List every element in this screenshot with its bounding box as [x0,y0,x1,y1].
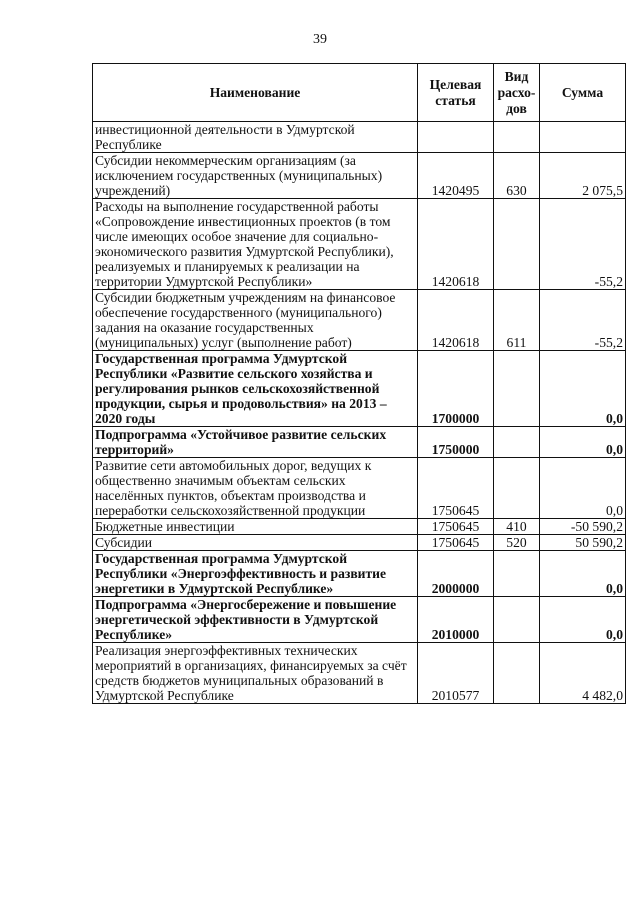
row-type-cell [494,597,540,643]
row-code-cell: 2000000 [418,551,494,597]
table-row [93,290,626,351]
row-type-cell [494,458,540,519]
table-row [93,597,626,643]
header-code: Целевая статья [418,64,494,122]
table-row [93,551,626,597]
row-name-cell: Субсидии [93,535,418,551]
table-row [93,535,626,551]
row-sum-cell: 2 075,5 [540,153,626,199]
row-type-cell: 630 [494,153,540,199]
row-sum-cell: -55,2 [540,290,626,351]
row-type-cell [494,351,540,427]
row-name-cell: Расходы на выполнение государственной работы «Сопровождение инвестиционных проектов (в том числе имеющих особое значение для социально-экономического развития Удмуртской Республики), реализуемых и планируемых к реализации на территории Удмуртской Республики» [93,199,418,290]
header-sum: Сумма [540,64,626,122]
table-row [93,351,626,427]
table-row [93,199,626,290]
row-sum-cell: -50 590,2 [540,519,626,535]
row-sum-cell: 0,0 [540,427,626,458]
row-name-cell: Государственная программа Удмуртской Республики «Развитие сельского хозяйства и регулирования рынков сельскохозяйственной продукции, сырья и продовольствия» на 2013 – 2020 годы [93,351,418,427]
row-sum-cell [540,122,626,153]
row-type-cell: 520 [494,535,540,551]
row-sum-cell: 50 590,2 [540,535,626,551]
row-type-cell: 611 [494,290,540,351]
header-type: Вид расхо-дов [494,64,540,122]
row-sum-cell: 4 482,0 [540,643,626,704]
row-name-cell: Подпрограмма «Энергосбережение и повышение энергетической эффективности в Удмуртской Республике» [93,597,418,643]
row-name-cell: Субсидии бюджетным учреждениям на финансовое обеспечение государственного (муниципального) задания на оказание государственных (муниципальных) услуг (выполнение работ) [93,290,418,351]
row-name-cell: Государственная программа Удмуртской Республики «Энергоэффективность и развитие энергетики в Удмуртской Республике» [93,551,418,597]
row-type-cell [494,199,540,290]
row-name-cell: инвестиционной деятельности в Удмуртской Республике [93,122,418,153]
row-type-cell: 410 [494,519,540,535]
page-number: 39 [313,32,327,47]
budget-table [92,63,626,704]
row-code-cell: 1750645 [418,535,494,551]
row-name-cell: Подпрограмма «Устойчивое развитие сельских территорий» [93,427,418,458]
table-row [93,122,626,153]
row-type-cell [494,122,540,153]
table-header-row [93,64,626,122]
row-code-cell: 1420495 [418,153,494,199]
row-code-cell: 2010577 [418,643,494,704]
table-row [93,458,626,519]
row-code-cell: 1750645 [418,458,494,519]
row-type-cell [494,643,540,704]
row-code-cell: 1750645 [418,519,494,535]
row-sum-cell: -55,2 [540,199,626,290]
row-sum-cell: 0,0 [540,551,626,597]
table-row [93,643,626,704]
row-code-cell [418,122,494,153]
row-sum-cell: 0,0 [540,597,626,643]
header-name: Наименование [93,64,418,122]
table-row [93,427,626,458]
row-code-cell: 1700000 [418,351,494,427]
row-name-cell: Реализация энергоэффективных технических мероприятий в организациях, финансируемых за счёт средств бюджетов муниципальных образований в Удмуртской Республике [93,643,418,704]
table-row [93,153,626,199]
row-code-cell: 1420618 [418,199,494,290]
row-type-cell [494,551,540,597]
row-name-cell: Субсидии некоммерческим организациям (за исключением государственных (муниципальных) учреждений) [93,153,418,199]
row-type-cell [494,427,540,458]
row-code-cell: 1750000 [418,427,494,458]
row-name-cell: Развитие сети автомобильных дорог, ведущих к общественно значимым объектам сельских населённых пунктов, объектам производства и переработки сельскохозяйственной продукции [93,458,418,519]
row-sum-cell: 0,0 [540,351,626,427]
row-code-cell: 1420618 [418,290,494,351]
row-name-cell: Бюджетные инвестиции [93,519,418,535]
row-code-cell: 2010000 [418,597,494,643]
table-row [93,519,626,535]
row-sum-cell: 0,0 [540,458,626,519]
